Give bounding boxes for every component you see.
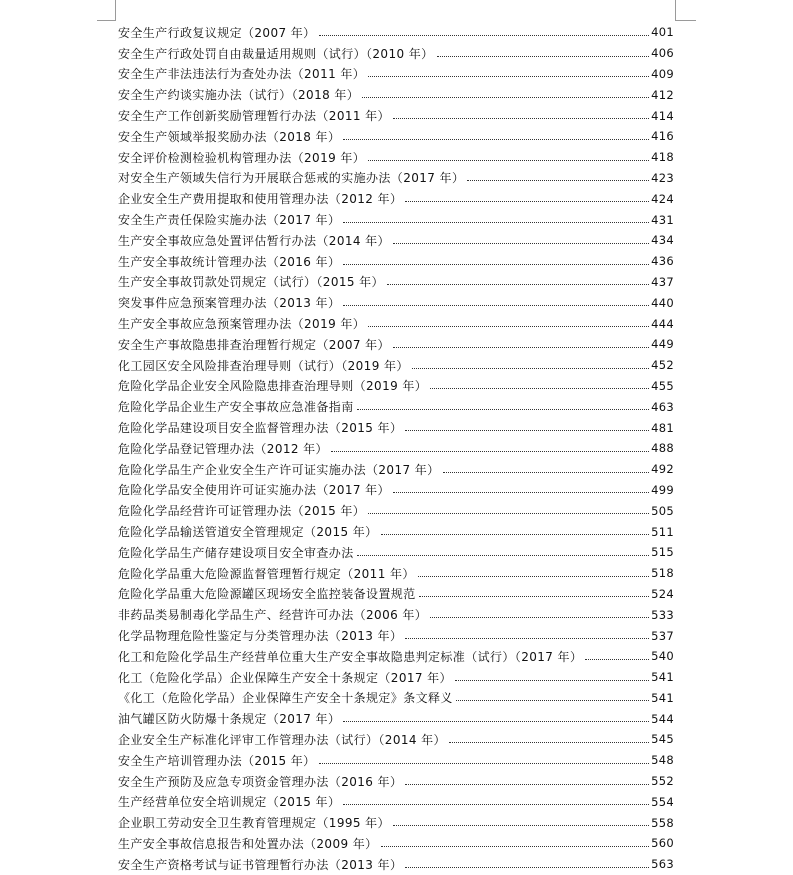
toc-entry-title[interactable]: 生产安全事故信息报告和处置办法（2009 年） [118, 836, 378, 851]
toc-dot-leader [430, 388, 649, 389]
toc-dot-leader [455, 680, 649, 681]
toc-entry[interactable] [118, 688, 674, 709]
toc-entry-title[interactable]: 化工和危险化学品生产经营单位重大生产安全事故隐患判定标准（试行）（2017 年） [118, 649, 583, 664]
toc-entry-page-number[interactable]: 455 [651, 378, 674, 393]
toc-dot-leader [393, 825, 649, 826]
toc-entry[interactable] [118, 251, 674, 272]
toc-entry[interactable] [118, 438, 674, 459]
toc-entry-page-number[interactable]: 406 [651, 46, 674, 61]
toc-dot-leader [412, 368, 649, 369]
toc-entry-page-number[interactable]: 541 [651, 670, 674, 685]
toc-entry-page-number[interactable]: 452 [651, 358, 674, 373]
toc-entry-title[interactable]: 危险化学品经营许可证管理办法（2015 年） [118, 504, 366, 519]
toc-entry-page-number[interactable]: 537 [651, 628, 674, 643]
toc-entry[interactable] [118, 604, 674, 625]
toc-entry[interactable] [118, 292, 674, 313]
toc-entry[interactable] [118, 625, 674, 646]
toc-dot-leader [368, 160, 649, 161]
toc-entry[interactable] [118, 771, 674, 792]
toc-dot-leader [319, 763, 650, 764]
toc-entry-page-number[interactable]: 437 [651, 274, 674, 289]
toc-entry[interactable] [118, 480, 674, 501]
toc-dot-leader [405, 430, 649, 431]
toc-entry-title[interactable]: 企业职工劳动安全卫生教育管理规定（1995 年） [118, 816, 390, 831]
toc-entry[interactable] [118, 791, 674, 812]
toc-entry-title[interactable]: 生产安全事故应急处置评估暂行办法（2014 年） [118, 233, 390, 248]
toc-entry-page-number[interactable]: 436 [651, 254, 674, 269]
toc-entry[interactable] [118, 272, 674, 293]
toc-entry-page-number[interactable]: 424 [651, 191, 674, 206]
toc-entry[interactable] [118, 22, 674, 43]
toc-dot-leader [331, 451, 649, 452]
toc-entry-page-number[interactable]: 431 [651, 212, 674, 227]
toc-entry-page-number[interactable]: 463 [651, 399, 674, 414]
toc-entry-title[interactable]: 安全生产行政复议规定（2007 年） [118, 25, 316, 40]
toc-entry-page-number[interactable]: 414 [651, 108, 674, 123]
toc-entry[interactable] [118, 230, 674, 251]
toc-dot-leader [368, 326, 649, 327]
toc-entry-page-number[interactable]: 558 [651, 815, 674, 830]
toc-entry-title[interactable]: 化工（危险化学品）企业保障生产安全十条规定（2017 年） [118, 670, 452, 685]
toc-entry-page-number[interactable]: 416 [651, 129, 674, 144]
toc-dot-leader [456, 700, 649, 701]
toc-dot-leader [405, 638, 649, 639]
top-left-crop-mark [97, 0, 116, 21]
toc-entry-title[interactable]: 安全生产工作创新奖励管理暂行办法（2011 年） [118, 109, 390, 124]
toc-entry-page-number[interactable]: 563 [651, 857, 674, 872]
toc-entry-title[interactable]: 化工园区安全风险排查治理导则（试行）（2019 年） [118, 358, 409, 373]
toc-entry-title[interactable]: 危险化学品企业安全风险隐患排查治理导则（2019 年） [118, 379, 428, 394]
toc-entry[interactable] [118, 542, 674, 563]
toc-entry[interactable] [118, 313, 674, 334]
toc-entry[interactable] [118, 729, 674, 750]
toc-entry[interactable] [118, 147, 674, 168]
toc-dot-leader [405, 784, 649, 785]
toc-entry-page-number[interactable]: 541 [651, 690, 674, 705]
toc-entry-title[interactable]: 危险化学品登记管理办法（2012 年） [118, 441, 328, 456]
toc-entry-page-number[interactable]: 440 [651, 295, 674, 310]
toc-entry-title[interactable]: 安全生产培训管理办法（2015 年） [118, 753, 316, 768]
toc-entry[interactable] [118, 64, 674, 85]
toc-entry-page-number[interactable]: 444 [651, 316, 674, 331]
toc-dot-leader [393, 492, 649, 493]
top-right-crop-mark [675, 0, 696, 21]
toc-entry[interactable] [118, 750, 674, 771]
toc-dot-leader [343, 222, 649, 223]
toc-entry-page-number[interactable]: 540 [651, 649, 674, 664]
toc-entry[interactable] [118, 43, 674, 64]
toc-dot-leader [357, 409, 650, 410]
toc-entry-title[interactable]: 安全生产资格考试与证书管理暂行办法（2013 年） [118, 857, 403, 872]
toc-entry-title[interactable]: 生产安全事故统计管理办法（2016 年） [118, 254, 341, 269]
toc-dot-leader [437, 56, 650, 57]
toc-entry-page-number[interactable]: 533 [651, 607, 674, 622]
toc-entry-title[interactable]: 安全生产事故隐患排查治理暂行规定（2007 年） [118, 337, 390, 352]
toc-entry[interactable] [118, 105, 674, 126]
toc-entry-title[interactable]: 危险化学品输送管道安全管理规定（2015 年） [118, 525, 378, 540]
toc-entry-page-number[interactable]: 434 [651, 233, 674, 248]
toc-dot-leader [387, 284, 649, 285]
toc-entry-page-number[interactable]: 515 [651, 545, 674, 560]
toc-entry-title[interactable]: 突发事件应急预案管理办法（2013 年） [118, 296, 341, 311]
toc-entry-title[interactable]: 油气罐区防火防爆十条规定（2017 年） [118, 712, 341, 727]
toc-entry-page-number[interactable]: 449 [651, 337, 674, 352]
toc-entry-title[interactable]: 安全生产约谈实施办法（试行）（2018 年） [118, 88, 360, 103]
table-of-contents [118, 22, 674, 875]
toc-entry[interactable] [118, 812, 674, 833]
toc-entry[interactable] [118, 854, 674, 875]
toc-entry-title[interactable]: 危险化学品安全使用许可证实施办法（2017 年） [118, 483, 390, 498]
toc-entry[interactable] [118, 500, 674, 521]
toc-entry-title[interactable]: 危险化学品建设项目安全监督管理办法（2015 年） [118, 421, 403, 436]
toc-dot-leader [343, 721, 649, 722]
toc-entry-title[interactable]: 生产经营单位安全培训规定（2015 年） [118, 795, 341, 810]
toc-dot-leader [430, 617, 649, 618]
toc-entry-title[interactable]: 企业安全生产标准化评审工作管理办法（试行）（2014 年） [118, 732, 446, 747]
toc-entry-page-number[interactable]: 560 [651, 836, 674, 851]
toc-entry-page-number[interactable]: 401 [651, 25, 674, 40]
toc-entry-page-number[interactable]: 418 [651, 150, 674, 165]
toc-dot-leader [405, 867, 649, 868]
toc-entry[interactable] [118, 708, 674, 729]
toc-dot-leader [419, 596, 650, 597]
toc-entry[interactable] [118, 417, 674, 438]
toc-entry-page-number[interactable]: 524 [651, 586, 674, 601]
toc-entry[interactable] [118, 833, 674, 854]
toc-dot-leader [381, 846, 650, 847]
toc-entry[interactable] [118, 355, 674, 376]
toc-entry[interactable] [118, 126, 674, 147]
toc-dot-leader [343, 804, 649, 805]
toc-entry[interactable] [118, 646, 674, 667]
toc-entry[interactable] [118, 563, 674, 584]
toc-entry-page-number[interactable]: 423 [651, 170, 674, 185]
toc-dot-leader [343, 264, 649, 265]
toc-entry[interactable] [118, 84, 674, 105]
toc-entry[interactable] [118, 376, 674, 397]
toc-entry[interactable] [118, 584, 674, 605]
toc-dot-leader [393, 347, 649, 348]
toc-entry-page-number[interactable]: 488 [651, 441, 674, 456]
toc-entry-page-number[interactable]: 511 [651, 524, 674, 539]
toc-entry[interactable] [118, 168, 674, 189]
toc-entry-title[interactable]: 化学品物理危险性鉴定与分类管理办法（2013 年） [118, 629, 403, 643]
toc-entry[interactable] [118, 209, 674, 230]
toc-entry[interactable] [118, 521, 674, 542]
toc-entry-title[interactable]: 危险化学品生产企业安全生产许可证实施办法（2017 年） [118, 462, 440, 477]
toc-entry-title[interactable]: 危险化学品重大危险源监督管理暂行规定（2011 年） [118, 566, 415, 581]
toc-dot-leader [393, 118, 649, 119]
toc-entry[interactable] [118, 334, 674, 355]
toc-entry-page-number[interactable]: 412 [651, 87, 674, 102]
toc-entry-title[interactable]: 危险化学品生产储存建设项目安全审查办法 [118, 545, 354, 560]
toc-entry[interactable] [118, 667, 674, 688]
toc-dot-leader [585, 659, 649, 660]
toc-entry-page-number[interactable]: 499 [651, 482, 674, 497]
toc-dot-leader [368, 513, 649, 514]
toc-dot-leader [343, 139, 649, 140]
toc-dot-leader [393, 243, 649, 244]
toc-entry-title[interactable]: 安全生产行政处罚自由裁量适用规则（试行）（2010 年） [118, 46, 434, 61]
toc-dot-leader [443, 472, 650, 473]
toc-dot-leader [418, 576, 649, 577]
toc-dot-leader [319, 35, 650, 36]
toc-entry-title[interactable]: 安全生产预防及应急专项资金管理办法（2016 年） [118, 774, 403, 789]
toc-entry-title[interactable]: 危险化学品企业生产安全事故应急准备指南 [118, 400, 354, 415]
toc-entry-title[interactable]: 《化工（危险化学品）企业保障生产安全十条规定》条文释义 [118, 691, 453, 706]
toc-entry[interactable] [118, 459, 674, 480]
toc-entry-page-number[interactable]: 481 [651, 420, 674, 435]
toc-entry-title[interactable]: 安全生产责任保险实施办法（2017 年） [118, 213, 341, 228]
toc-dot-leader [357, 555, 650, 556]
toc-entry-title[interactable]: 生产安全事故应急预案管理办法（2019 年） [118, 317, 366, 332]
toc-dot-leader [449, 742, 649, 743]
toc-entry-page-number[interactable]: 544 [651, 711, 674, 726]
toc-entry-page-number[interactable]: 518 [651, 566, 674, 581]
toc-entry-title[interactable]: 安全评价检测检验机构管理办法（2019 年） [118, 150, 366, 165]
toc-entry[interactable] [118, 396, 674, 417]
toc-entry-title[interactable]: 企业安全生产费用提取和使用管理办法（2012 年） [118, 192, 403, 207]
toc-entry-title[interactable]: 生产安全事故罚款处罚规定（试行）（2015 年） [118, 275, 384, 290]
toc-dot-leader [467, 180, 649, 181]
toc-entry-page-number[interactable]: 554 [651, 794, 674, 809]
toc-dot-leader [368, 76, 649, 77]
toc-dot-leader [343, 305, 649, 306]
toc-entry-page-number[interactable]: 505 [651, 503, 674, 518]
toc-entry-title[interactable]: 危险化学品重大危险源罐区现场安全监控装备设置规范 [118, 587, 416, 602]
toc-entry-page-number[interactable]: 409 [651, 66, 674, 81]
toc-entry-page-number[interactable]: 545 [651, 732, 674, 747]
toc-dot-leader [362, 97, 649, 98]
toc-entry-title[interactable]: 非药品类易制毒化学品生产、经营许可办法（2006 年） [118, 608, 428, 623]
toc-entry-title[interactable]: 安全生产领域举报奖励办法（2018 年） [118, 129, 341, 144]
toc-entry-page-number[interactable]: 492 [651, 462, 674, 477]
toc-dot-leader [405, 201, 649, 202]
toc-entry-title[interactable]: 安全生产非法违法行为查处办法（2011 年） [118, 67, 366, 82]
toc-entry-page-number[interactable]: 552 [651, 774, 674, 789]
toc-entry-page-number[interactable]: 548 [651, 753, 674, 768]
toc-entry[interactable] [118, 188, 674, 209]
toc-entry-title[interactable]: 对安全生产领域失信行为开展联合惩戒的实施办法（2017 年） [118, 171, 465, 186]
toc-dot-leader [381, 534, 650, 535]
